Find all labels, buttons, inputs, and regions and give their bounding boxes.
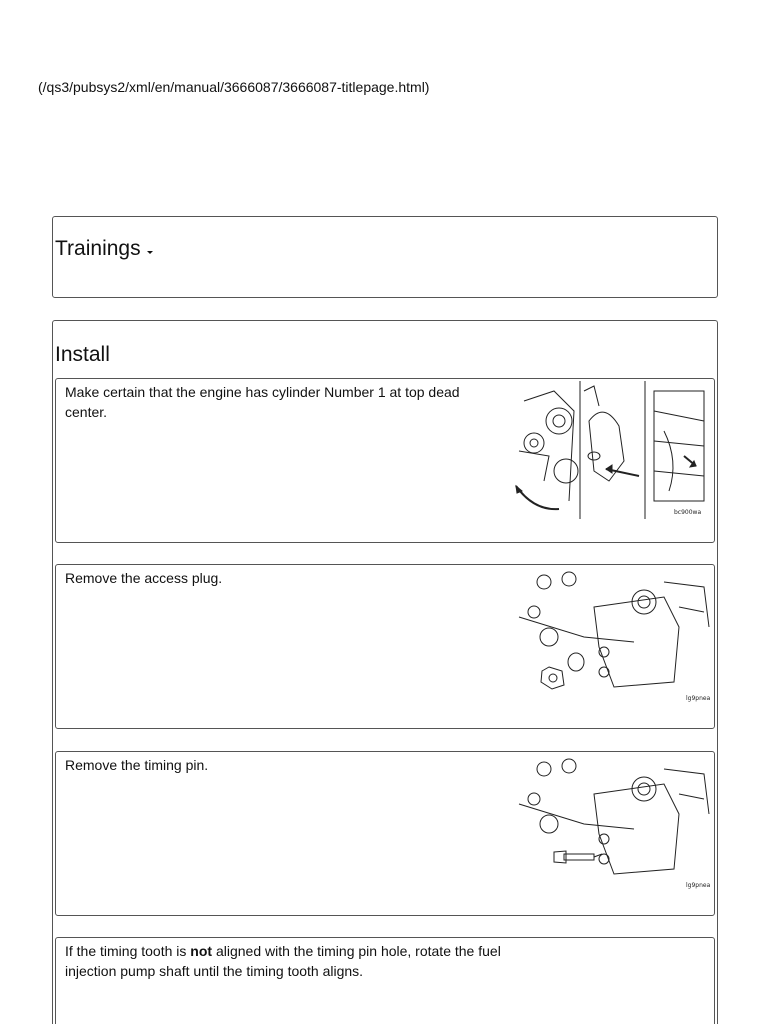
timing-pin-illustration [514,754,711,892]
image-caption: lg9pnea [686,882,711,889]
trainings-panel [52,216,718,298]
image-caption: lg9pnea [686,695,711,702]
step-text-emphasis: not [190,943,213,959]
caret-down-icon [147,251,153,254]
install-panel [52,320,718,1024]
step-text: Remove the access plug. [65,570,223,586]
trainings-dropdown[interactable] [55,237,153,261]
image-caption: bc900wa [674,509,702,516]
install-step [55,937,715,1024]
step-text-after: aligned with the timing pin hole, rotate the fuel injection pump shaft until the timing tooth aligns. [65,943,501,979]
step-text-before: If the timing tooth is [65,943,191,959]
engine-crank-illustration [514,381,711,519]
install-step [55,564,715,729]
install-title: Install [55,343,110,366]
access-plug-illustration [514,567,711,705]
install-step [55,751,715,916]
install-step [55,378,715,543]
step-text: Remove the timing pin. [65,757,209,773]
trainings-title: Trainings [55,237,141,260]
step-text: Make certain that the engine has cylinder Number 1 at top dead center. [65,384,460,420]
breadcrumb-url[interactable]: (/qs3/pubsys2/xml/en/manual/3666087/3666087-titlepage.html) [38,79,430,95]
step-text [65,941,505,981]
